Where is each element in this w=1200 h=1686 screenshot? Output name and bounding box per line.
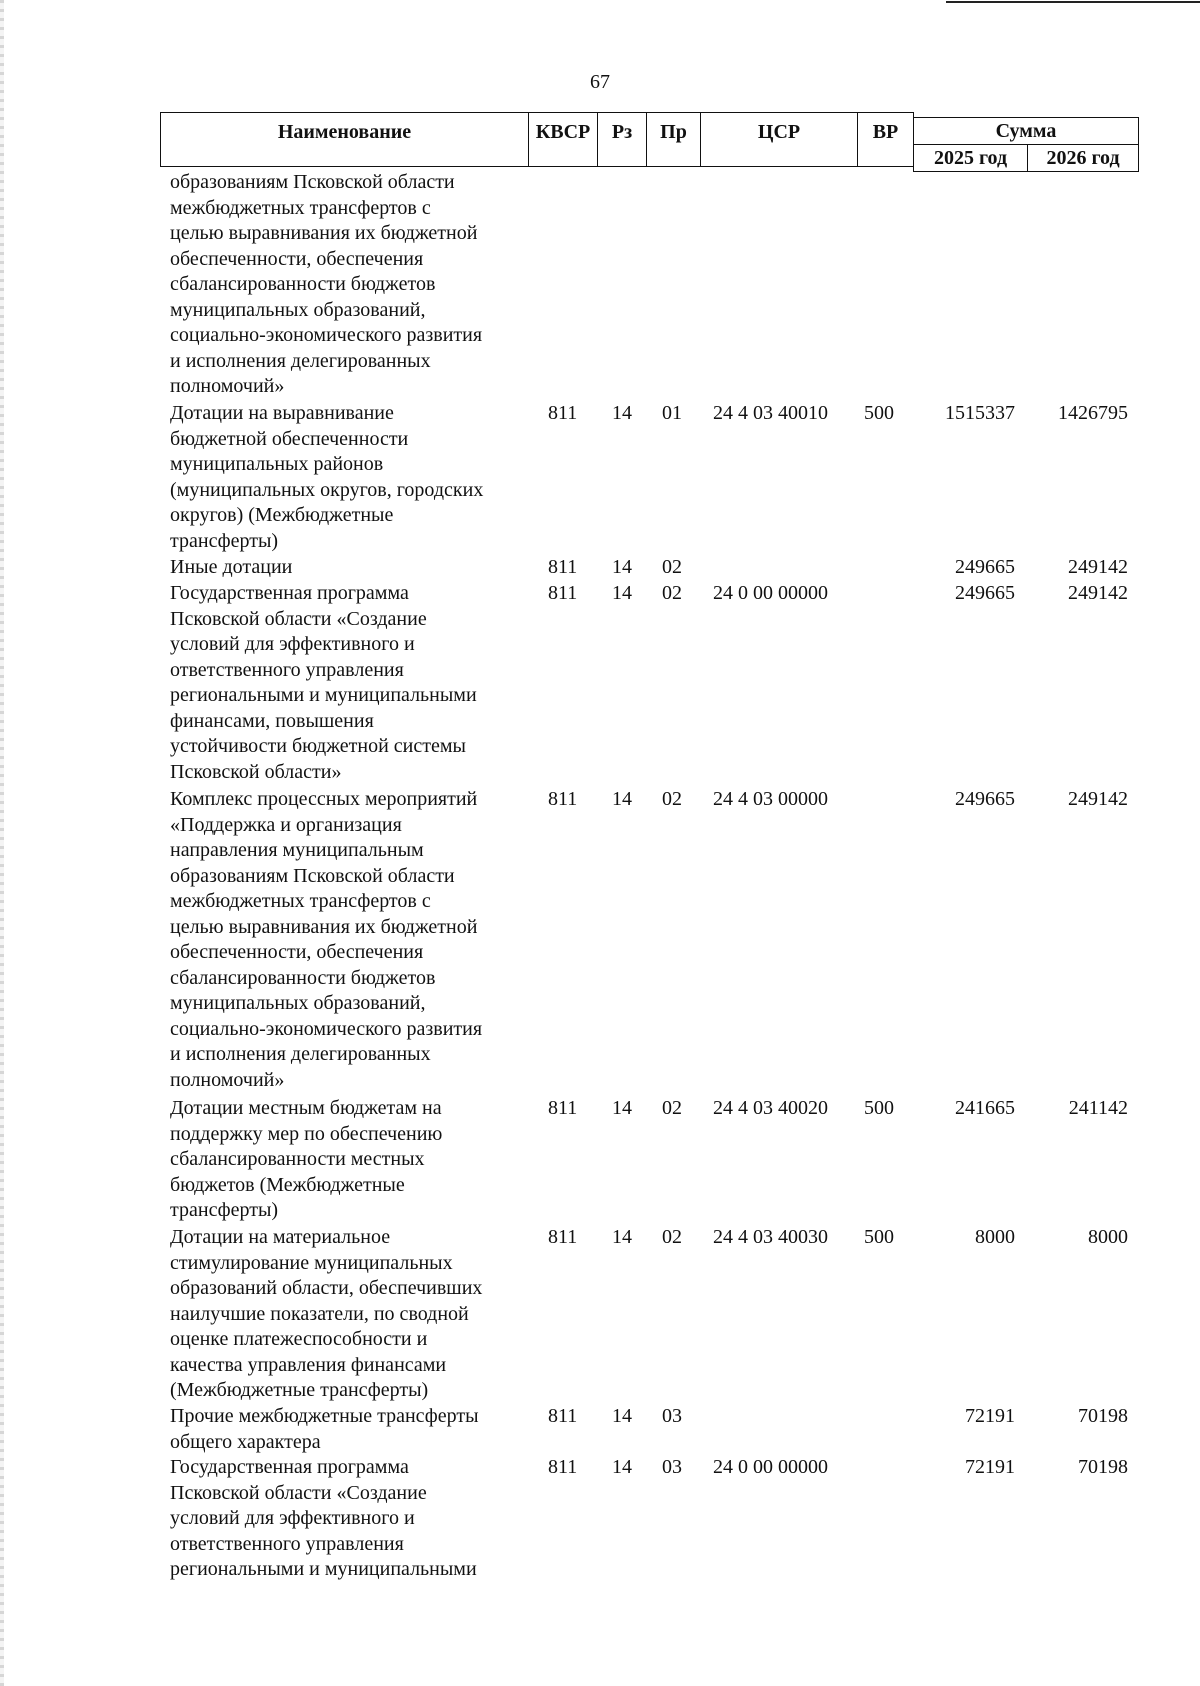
header-csr: ЦСР xyxy=(700,112,858,167)
row-sum-2026: 249142 xyxy=(1068,556,1128,578)
row-rz: 14 xyxy=(612,402,632,424)
header-kvsr: КВСР xyxy=(528,112,598,167)
row-rz: 14 xyxy=(612,1097,632,1119)
header-vr: ВР xyxy=(857,112,914,167)
row-kvsr: 811 xyxy=(548,788,578,810)
row-csr: 24 4 03 40020 xyxy=(713,1097,828,1119)
row-csr: 24 4 03 40030 xyxy=(713,1226,828,1248)
row-pr: 02 xyxy=(662,556,682,578)
row-sum-2025: 249665 xyxy=(955,582,1015,604)
row-sum-2026: 241142 xyxy=(1068,1097,1128,1119)
row-pr: 01 xyxy=(662,402,682,424)
row-sum-2025: 249665 xyxy=(955,556,1015,578)
row-sum-2025: 8000 xyxy=(975,1226,1015,1248)
row-rz: 14 xyxy=(612,556,632,578)
row-sum-2026: 70198 xyxy=(1078,1456,1128,1478)
row-kvsr: 811 xyxy=(548,582,578,604)
header-name: Наименование xyxy=(160,112,529,167)
header-year-2026: 2026 год xyxy=(1027,144,1139,172)
row-name: Государственная программа Псковской области «Создание условий для эффективного и ответственного управления региональными и муниципальными финансами, повышения устойчивости бюджетной системы Псковской области» xyxy=(170,582,477,783)
row-name: образованиям Псковской области межбюджетных трансфертов с целью выравнивания их бюджетной обеспеченности, обеспечения сбалансированности бюджетов муниципальных образований, социально-экономического развития и исполнения делегированных полномочий» xyxy=(170,171,483,397)
row-rz: 14 xyxy=(612,1405,632,1427)
row-sum-2025: 249665 xyxy=(955,788,1015,810)
row-pr: 03 xyxy=(662,1405,682,1427)
row-kvsr: 811 xyxy=(548,402,578,424)
row-name: Прочие межбюджетные трансферты общего характера xyxy=(170,1405,479,1453)
row-sum-2025: 72191 xyxy=(965,1405,1015,1427)
row-name: Дотации на выравнивание бюджетной обеспеченности муниципальных районов (муниципальных округов, городских округов) (Межбюджетные трансферты) xyxy=(170,402,484,552)
row-rz: 14 xyxy=(612,788,632,810)
row-pr: 02 xyxy=(662,788,682,810)
row-name: Дотации местным бюджетам на поддержку мер по обеспечению сбалансированности местных бюджетов (Межбюджетные трансферты) xyxy=(170,1097,443,1221)
row-name: Дотации на материальное стимулирование муниципальных образований области, обеспечивших наилучшие показатели, по сводной оценке платежеспособности и качества управления финансами (Межбюджетные трансферты) xyxy=(170,1226,483,1401)
row-name: Государственная программа Псковской области «Создание условий для эффективного и ответственного управления региональными и муниципальными xyxy=(170,1456,477,1580)
top-rule xyxy=(946,1,1200,3)
row-csr: 24 0 00 00000 xyxy=(713,1456,828,1478)
row-rz: 14 xyxy=(612,1456,632,1478)
row-rz: 14 xyxy=(612,1226,632,1248)
row-pr: 02 xyxy=(662,1097,682,1119)
header-year-2025: 2025 год xyxy=(913,144,1028,172)
row-kvsr: 811 xyxy=(548,1456,578,1478)
row-csr: 24 0 00 00000 xyxy=(713,582,828,604)
scan-edge xyxy=(0,0,4,1686)
page-number: 67 xyxy=(590,71,610,93)
row-sum-2026: 8000 xyxy=(1088,1226,1128,1248)
row-kvsr: 811 xyxy=(548,1226,578,1248)
row-sum-2025: 1515337 xyxy=(945,402,1015,424)
row-pr: 02 xyxy=(662,582,682,604)
row-kvsr: 811 xyxy=(548,556,578,578)
row-sum-2026: 249142 xyxy=(1068,788,1128,810)
header-sum: Сумма xyxy=(913,117,1139,145)
row-kvsr: 811 xyxy=(548,1097,578,1119)
row-csr: 24 4 03 00000 xyxy=(713,788,828,810)
row-sum-2025: 72191 xyxy=(965,1456,1015,1478)
row-sum-2026: 70198 xyxy=(1078,1405,1128,1427)
row-name: Комплекс процессных мероприятий «Поддержка и организация направления муниципальным образованиям Псковской области межбюджетных трансфертов с целью выравнивания их бюджетной обеспеченности, обеспечения сбалансированности бюджетов муниципальных образований, социально-экономического развития и исполнения делегированных полномочий» xyxy=(170,788,483,1091)
row-sum-2026: 1426795 xyxy=(1058,402,1128,424)
header-rz: Рз xyxy=(597,112,647,167)
row-csr: 24 4 03 40010 xyxy=(713,402,828,424)
row-rz: 14 xyxy=(612,582,632,604)
header-pr: Пр xyxy=(646,112,701,167)
row-vr: 500 xyxy=(864,402,894,424)
row-pr: 03 xyxy=(662,1456,682,1478)
row-pr: 02 xyxy=(662,1226,682,1248)
row-name: Иные дотации xyxy=(170,556,293,578)
row-vr: 500 xyxy=(864,1226,894,1248)
row-vr: 500 xyxy=(864,1097,894,1119)
row-kvsr: 811 xyxy=(548,1405,578,1427)
row-sum-2026: 249142 xyxy=(1068,582,1128,604)
row-sum-2025: 241665 xyxy=(955,1097,1015,1119)
